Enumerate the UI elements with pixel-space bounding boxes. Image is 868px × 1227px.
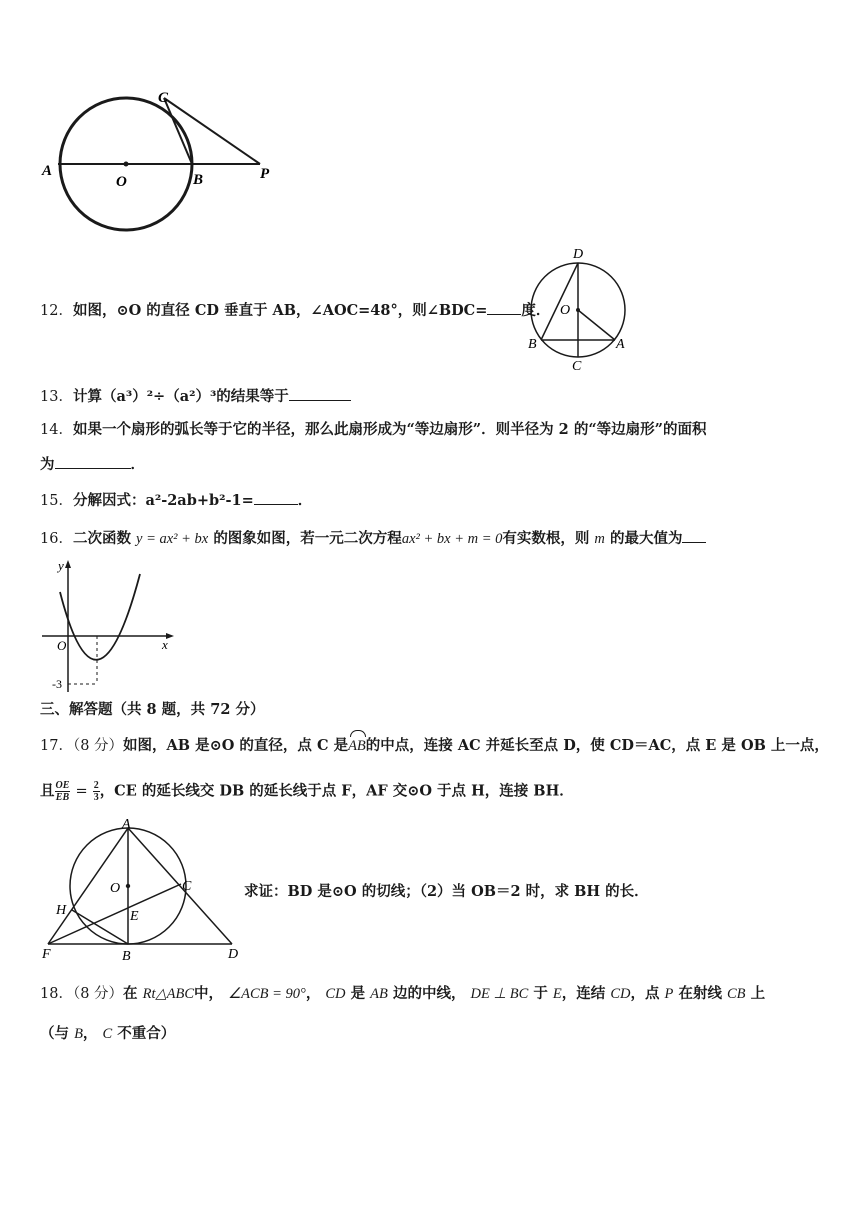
q18-t10: 上	[750, 985, 766, 1002]
q18-f1: Rt△ABC	[142, 986, 195, 1002]
q18-t3: ，	[305, 985, 321, 1002]
q18-f11: C	[102, 1026, 113, 1042]
q16-answer-blank	[682, 528, 706, 543]
q17-label-e: E	[130, 909, 139, 924]
q14-text: 如果一个扇形的弧长等于它的半径，那么此扇形成为“等边扇形”．则半径为 2 的“等边扇形”的面积	[72, 421, 707, 438]
q17-frac2-den: 3	[93, 792, 99, 803]
q12-label-b: B	[528, 337, 537, 352]
label-o: O	[116, 174, 127, 190]
q18-f7: CD	[610, 986, 631, 1002]
question-14-line2	[40, 454, 145, 475]
q18-f2: ∠ACB = 90°	[228, 986, 306, 1002]
q18-line2: （与	[40, 1025, 69, 1042]
q12-label-c: C	[572, 359, 582, 374]
q17-label-c: C	[182, 879, 192, 894]
q12-text: 如图，⊙O 的直径 CD 垂直于 AB，∠AOC=48°，则∠BDC=	[72, 302, 488, 319]
q16-axis-y: y	[58, 558, 64, 573]
q14-number: 14．	[40, 422, 73, 438]
q17-t4: ，CE 的延长线交 DB 的延长线于点 F，AF 交⊙O 于点 H，连接 BH．	[99, 782, 574, 800]
q17-t2: 的中点，连接 AC 并延长至点 D，使 CD＝AC，点 E 是 OB 上一点，	[365, 737, 829, 754]
q17-number: 17．	[40, 738, 73, 754]
q16-formula-2: ax² + bx + m = 0	[401, 531, 503, 547]
q18-t4: 是	[350, 985, 366, 1002]
q17-label-o: O	[110, 881, 121, 896]
label-a: A	[42, 163, 53, 179]
q16-number: 16．	[40, 531, 73, 547]
question-13	[40, 386, 351, 407]
q13-answer-blank	[289, 386, 351, 401]
q12-label-o: O	[560, 303, 571, 318]
question-18-line2	[40, 1024, 175, 1044]
q17-arc	[348, 736, 366, 756]
q14-prefix: 为	[40, 456, 55, 473]
q17-frac-num: OE	[55, 780, 70, 791]
figure-q12-circle	[520, 242, 640, 374]
q18-f5: DE ⊥ BC	[470, 986, 529, 1002]
q18-f4: AB	[370, 986, 388, 1002]
q17-frac2-num: 2	[93, 780, 99, 791]
q16-t3: 有实数根，则	[502, 530, 590, 547]
question-17-line1	[40, 736, 829, 756]
q18-t9: 在射线	[678, 985, 722, 1002]
q16-minval: -3	[52, 677, 62, 691]
section-3-title: 三、解答题（共 8 题，共 72 分）	[40, 701, 265, 718]
question-16	[40, 528, 706, 549]
q17-label-b: B	[122, 949, 131, 964]
q17-t3: 且	[40, 782, 55, 800]
q18-f10: B	[74, 1026, 83, 1042]
q16-t1: 二次函数	[72, 530, 131, 547]
question-12	[40, 300, 550, 321]
q18-t5: 边的中线，	[392, 985, 466, 1002]
q16-formula-1: y = ax² + bx	[136, 531, 209, 547]
q18-f3: CD	[325, 986, 346, 1002]
q15-text: 分解因式：a²-2ab+b²-1=	[72, 492, 254, 509]
question-17-line2	[40, 780, 574, 803]
q18-t12: 不重合）	[117, 1025, 176, 1042]
q18-f9: CB	[727, 986, 746, 1002]
q18-t7: ，连结	[561, 985, 606, 1002]
figure-circle-tangent	[30, 80, 290, 240]
figure-q16-parabola	[40, 556, 190, 696]
q13-number: 13．	[40, 389, 73, 405]
q18-t6: 于	[533, 985, 548, 1002]
q12-end: 度．	[521, 302, 551, 319]
q12-answer-blank	[487, 300, 521, 315]
q15-end: ．	[297, 492, 313, 509]
q18-number: 18．	[40, 986, 73, 1002]
label-p: P	[260, 166, 270, 182]
q12-label-d: D	[573, 247, 584, 262]
arc-icon	[350, 730, 366, 737]
q18-f8: P	[664, 986, 674, 1002]
label-c: C	[158, 90, 169, 106]
question-18-line1	[40, 984, 765, 1004]
q17-t1: 如图，AB 是⊙O 的直径，点 C 是	[123, 737, 349, 754]
q17-label-d: D	[228, 947, 239, 962]
question-15	[40, 490, 312, 511]
q17-label-a: A	[122, 817, 131, 832]
q16-m: m	[594, 531, 605, 547]
q16-t2: 的图象如图，若一元二次方程	[213, 530, 402, 547]
q14-end: ．	[130, 456, 145, 473]
q14-answer-blank	[55, 454, 131, 469]
label-b: B	[193, 172, 204, 188]
q16-axis-x: x	[162, 637, 168, 652]
q18-t1: 在	[123, 985, 138, 1002]
q17-frac-den: EB	[55, 792, 70, 803]
question-14-line1	[40, 420, 707, 440]
q17-arc-label: AB	[348, 738, 366, 754]
q18-score: （8 分）	[72, 986, 124, 1002]
q18-t11: ，	[82, 1025, 98, 1042]
q13-text: 计算（a³）²÷（a²）³的结果等于	[72, 388, 289, 405]
q17-prove-statement: 求证：BD 是⊙O 的切线；（2）当 OB＝2 时，求 BH 的长．	[244, 883, 649, 900]
q15-number: 15．	[40, 493, 73, 509]
q18-t2: 中，	[194, 985, 224, 1002]
q17-label-h: H	[56, 903, 67, 918]
q16-t4: 的最大值为	[609, 530, 683, 547]
q17-fraction-oe-eb	[55, 780, 71, 803]
q16-origin: O	[57, 638, 67, 653]
q18-t8: ，点	[630, 985, 660, 1002]
q12-number: 12．	[40, 303, 73, 319]
q12-label-a: A	[616, 337, 625, 352]
q17-label-f: F	[42, 947, 51, 962]
q18-f6: E	[552, 986, 562, 1002]
q17-eq: =	[75, 783, 88, 800]
figure-q17-circle	[36, 816, 246, 966]
q17-score: （8 分）	[72, 738, 124, 754]
q15-answer-blank	[254, 490, 298, 505]
q17-fraction-2-3	[93, 780, 100, 803]
